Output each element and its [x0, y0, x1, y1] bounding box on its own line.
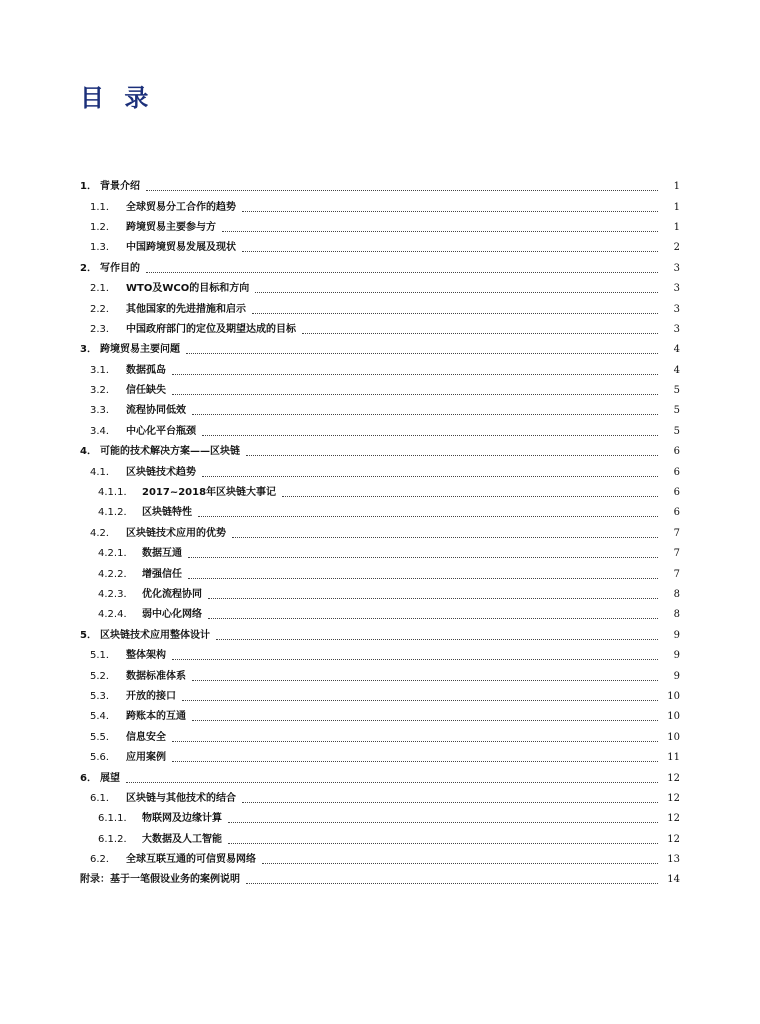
toc-entry-number: 5.4．: [90, 711, 116, 723]
toc-leader-dots: [242, 210, 658, 212]
toc-entry-page: 6: [673, 446, 680, 458]
toc-entry-number: 4．: [80, 446, 97, 458]
toc-entry-title: 跨账本的互通: [126, 711, 186, 723]
toc-entry-title: 整体架构: [126, 650, 166, 662]
toc-entry-number: 4.2.3．: [98, 589, 134, 600]
toc-entry[interactable]: [80, 381, 680, 401]
toc-entry-title: 信息安全: [126, 731, 166, 743]
toc-entry-page: 8: [673, 609, 680, 621]
toc-entry-page: 4: [673, 364, 680, 376]
toc-entry-title: 弱中心化网络: [142, 609, 202, 621]
toc-entry-number: 6.1.1．: [98, 813, 134, 825]
toc-leader-dots: [232, 536, 658, 538]
toc-leader-dots: [282, 495, 658, 497]
toc-entry-page: 6: [673, 507, 680, 519]
toc-leader-dots: [146, 271, 658, 273]
toc-entry[interactable]: [80, 401, 680, 421]
toc-leader-dots: [172, 393, 658, 395]
toc-entry-number: 4.2.2．: [98, 568, 134, 580]
toc-entry-number: 4.2.4．: [98, 609, 134, 621]
toc-entry-number: 1.3．: [90, 242, 116, 254]
toc-entry-title: 区块链技术应用整体设计: [100, 629, 210, 641]
toc-entry[interactable]: [80, 687, 680, 707]
toc-entry-title: 数据孤岛: [126, 364, 166, 376]
toc-leader-dots: [242, 801, 658, 803]
toc-entry[interactable]: [80, 789, 680, 809]
toc-entry-number: 2.2．: [90, 303, 116, 315]
toc-entry-page: 7: [673, 548, 680, 560]
toc-leader-dots: [188, 577, 658, 579]
toc-entry-page: 4: [673, 344, 680, 356]
toc-leader-dots: [172, 658, 658, 660]
toc-leader-dots: [246, 882, 658, 884]
toc-leader-dots: [302, 332, 658, 334]
toc-entry-number: 2．: [80, 262, 97, 274]
toc-entry-title: 区块链与其他技术的结合: [126, 792, 236, 804]
toc-entry-page: 12: [667, 772, 680, 784]
toc-entry[interactable]: [80, 462, 680, 482]
toc-entry-page: 6: [673, 487, 680, 499]
toc-entry-number: 3.2．: [90, 385, 116, 397]
toc-entry[interactable]: [80, 626, 680, 646]
toc-entry-page: 1: [673, 221, 680, 233]
toc-entry-page: 8: [673, 589, 680, 600]
toc-leader-dots: [208, 617, 658, 619]
toc-entry[interactable]: [80, 809, 680, 829]
toc-leader-dots: [188, 556, 658, 558]
toc-entry-page: 12: [667, 833, 680, 845]
toc-entry-page: 5: [673, 405, 680, 417]
toc-entry[interactable]: [80, 503, 680, 523]
toc-entry[interactable]: [80, 238, 680, 258]
toc-entry-page: 2: [673, 242, 680, 254]
toc-entry[interactable]: [80, 340, 680, 360]
toc-entry-number: 5.6．: [90, 752, 116, 764]
toc-entry-title: 可能的技术解决方案——区块链: [100, 446, 240, 458]
toc-entry[interactable]: [80, 564, 680, 584]
toc-entry-number: 3.1．: [90, 364, 116, 376]
toc-entry-page: 10: [667, 731, 680, 743]
toc-leader-dots: [246, 454, 658, 456]
toc-entry-title: 其他国家的先进措施和启示: [126, 303, 246, 315]
toc-leader-dots: [228, 821, 658, 823]
toc-entry-number: 5．: [80, 629, 97, 641]
toc-entry-number: 1.1．: [90, 201, 116, 213]
table-of-contents: [80, 177, 680, 891]
toc-entry[interactable]: [80, 707, 680, 727]
toc-entry-number: 5.1．: [90, 650, 116, 662]
toc-entry-number: 2.3．: [90, 323, 116, 335]
toc-entry[interactable]: [80, 361, 680, 381]
toc-entry-number: 5.5．: [90, 731, 116, 743]
toc-leader-dots: [172, 740, 658, 742]
toc-entry-page: 3: [673, 303, 680, 315]
toc-entry-title: 中心化平台瓶颈: [126, 425, 196, 437]
toc-leader-dots: [202, 475, 658, 477]
toc-leader-dots: [198, 515, 658, 517]
toc-entry[interactable]: [80, 728, 680, 748]
toc-entry-number: 6.1．: [90, 792, 116, 804]
toc-entry-number: 2.1．: [90, 283, 116, 295]
toc-leader-dots: [182, 699, 658, 701]
toc-entry-number: 1．: [80, 181, 97, 193]
toc-entry[interactable]: [80, 870, 680, 890]
toc-entry-title: 中国跨境贸易发展及现状: [126, 242, 236, 254]
toc-leader-dots: [202, 434, 658, 436]
toc-entry-title: 增强信任: [142, 568, 182, 580]
toc-entry-title: 中国政府部门的定位及期望达成的目标: [126, 323, 296, 335]
toc-leader-dots: [252, 312, 658, 314]
toc-leader-dots: [255, 291, 658, 293]
toc-entry-title: WTO及WCO的目标和方向: [126, 283, 250, 295]
toc-entry-title: 大数据及人工智能: [142, 833, 222, 845]
toc-entry-title: 信任缺失: [126, 385, 166, 397]
toc-entry[interactable]: [80, 544, 680, 564]
toc-entry[interactable]: [80, 768, 680, 788]
toc-entry-page: 6: [673, 466, 680, 478]
toc-entry-page: 3: [673, 262, 680, 274]
toc-entry-title: 区块链技术趋势: [126, 466, 196, 478]
toc-entry[interactable]: [80, 259, 680, 279]
toc-entry-page: 9: [673, 670, 680, 682]
toc-entry-number: 1.2．: [90, 221, 116, 233]
toc-entry-page: 3: [673, 283, 680, 295]
toc-entry-title: 跨境贸易主要问题: [100, 344, 180, 356]
toc-leader-dots: [192, 679, 658, 681]
toc-entry[interactable]: [80, 177, 680, 197]
toc-entry-title: 写作目的: [100, 262, 140, 274]
toc-entry-number: 3．: [80, 344, 97, 356]
toc-entry-title: 应用案例: [126, 752, 166, 764]
toc-leader-dots: [208, 597, 658, 599]
toc-entry-number: 4.1．: [90, 466, 116, 478]
toc-entry-number: 4.2．: [90, 527, 116, 539]
toc-entry[interactable]: [80, 850, 680, 870]
toc-entry-title: 数据标准体系: [126, 670, 186, 682]
toc-entry[interactable]: [80, 830, 680, 850]
toc-entry-title: 数据互通: [142, 548, 182, 560]
toc-leader-dots: [262, 862, 658, 864]
toc-entry-number: 5.2．: [90, 670, 116, 682]
toc-entry-page: 9: [673, 650, 680, 662]
toc-entry-number: 4.1.1．: [98, 487, 134, 499]
toc-leader-dots: [222, 230, 658, 232]
toc-entry[interactable]: [80, 218, 680, 238]
toc-leader-dots: [172, 373, 658, 375]
toc-entry-page: 3: [673, 323, 680, 335]
toc-leader-dots: [242, 250, 658, 252]
toc-entry[interactable]: [80, 197, 680, 217]
toc-entry-title: 全球互联互通的可信贸易网络: [126, 854, 256, 866]
toc-entry-number: 5.3．: [90, 690, 116, 702]
toc-entry-page: 12: [667, 813, 680, 825]
toc-entry-number: 6.2．: [90, 854, 116, 866]
toc-leader-dots: [192, 719, 658, 721]
toc-entry-title: 跨境贸易主要参与方: [126, 221, 216, 233]
toc-entry-page: 9: [673, 629, 680, 641]
toc-entry[interactable]: [80, 605, 680, 625]
toc-entry-page: 10: [667, 711, 680, 723]
toc-entry-title: 区块链技术应用的优势: [126, 527, 226, 539]
toc-entry-page: 13: [667, 854, 680, 866]
toc-leader-dots: [186, 352, 658, 354]
toc-entry[interactable]: [80, 279, 680, 299]
toc-entry[interactable]: [80, 646, 680, 666]
toc-leader-dots: [146, 189, 658, 191]
toc-entry-page: 5: [673, 425, 680, 437]
toc-entry[interactable]: [80, 585, 680, 605]
toc-entry[interactable]: [80, 666, 680, 686]
toc-leader-dots: [228, 842, 658, 844]
toc-entry-title: 附录：基于一笔假设业务的案例说明: [80, 874, 240, 886]
toc-entry[interactable]: [80, 320, 680, 340]
toc-entry[interactable]: [80, 483, 680, 503]
toc-entry[interactable]: [80, 524, 680, 544]
toc-entry-number: 4.1.2．: [98, 507, 134, 519]
toc-entry-page: 1: [673, 201, 680, 213]
toc-entry[interactable]: [80, 748, 680, 768]
toc-entry-title: 全球贸易分工合作的趋势: [126, 201, 236, 213]
toc-entry-title: 优化流程协同: [142, 589, 202, 600]
toc-entry-number: 3.4．: [90, 425, 116, 437]
page-title: 目 录: [80, 84, 155, 112]
toc-entry-number: 4.2.1．: [98, 548, 134, 560]
toc-entry-title: 物联网及边缘计算: [142, 813, 222, 825]
toc-entry-title: 流程协同低效: [126, 405, 186, 417]
toc-leader-dots: [216, 638, 658, 640]
toc-entry-page: 14: [667, 874, 680, 886]
toc-entry-title: 2017~2018年区块链大事记: [142, 487, 277, 499]
toc-entry-page: 11: [667, 752, 680, 764]
toc-entry-title: 开放的接口: [126, 690, 176, 702]
toc-entry-page: 1: [673, 181, 680, 193]
toc-entry-page: 7: [673, 527, 680, 539]
toc-entry-page: 7: [673, 568, 680, 580]
toc-entry-number: 6.1.2．: [98, 833, 134, 845]
toc-leader-dots: [192, 413, 658, 415]
toc-leader-dots: [172, 760, 658, 762]
toc-entry-page: 5: [673, 385, 680, 397]
toc-entry-number: 3.3．: [90, 405, 116, 417]
toc-leader-dots: [126, 781, 658, 783]
toc-entry-title: 背景介绍: [100, 181, 140, 193]
toc-entry-title: 展望: [100, 772, 120, 784]
toc-entry[interactable]: [80, 422, 680, 442]
toc-entry-number: 6．: [80, 772, 97, 784]
toc-entry-title: 区块链特性: [142, 507, 192, 519]
toc-entry-page: 12: [667, 792, 680, 804]
toc-entry[interactable]: [80, 442, 680, 462]
toc-entry[interactable]: [80, 299, 680, 319]
toc-entry-page: 10: [667, 690, 680, 702]
